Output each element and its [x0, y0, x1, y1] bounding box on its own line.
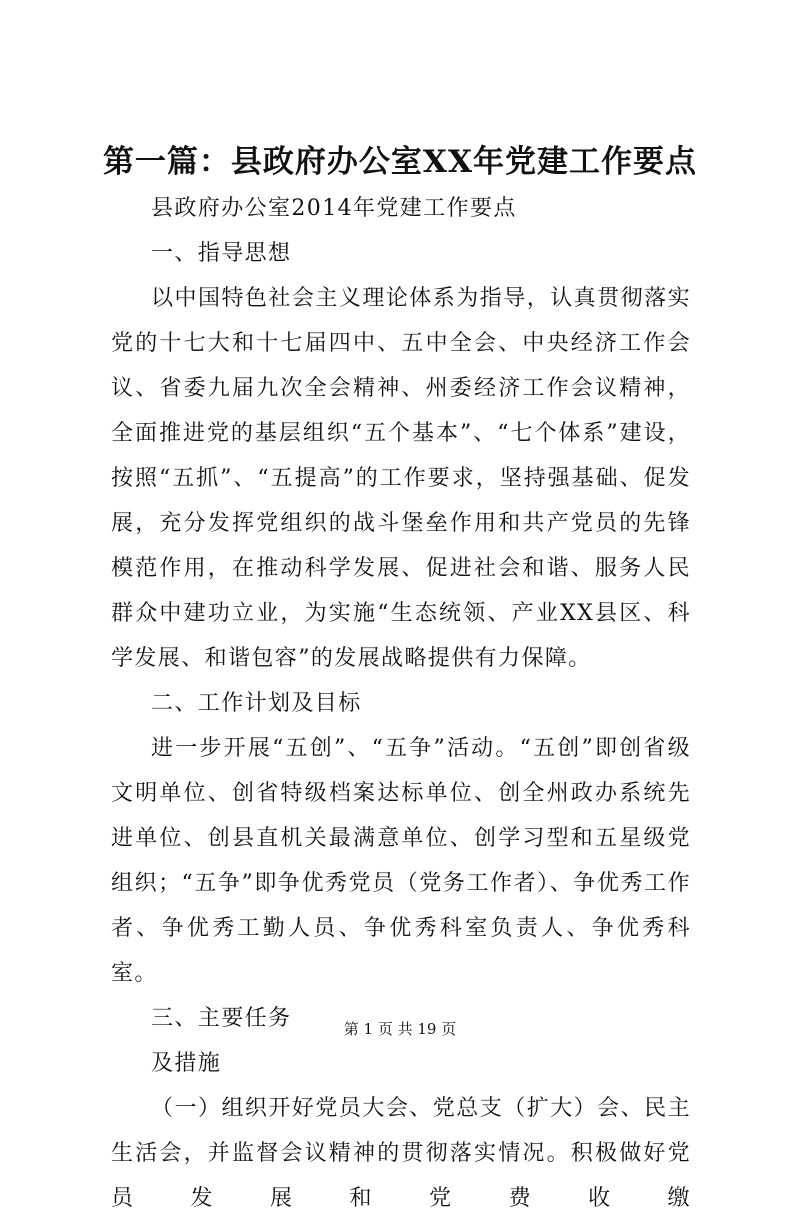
section-heading-work-plan: 二、工作计划及目标: [151, 691, 362, 716]
document-title: 第一篇：县政府办公室XX年党建工作要点: [102, 144, 698, 180]
task-one-paragraph: （一）组织开好党员大会、党总支（扩大）会、民主生活会，并监督会议精神的贯彻落实情况。积极做好党员发展和党费收缴: [111, 1096, 691, 1211]
subtitle-paragraph: 县政府办公室2014年党建工作要点: [151, 196, 517, 221]
section-heading-guiding-ideology: 一、指导思想: [151, 241, 292, 266]
section-heading-measures: 及措施: [151, 1051, 222, 1076]
guiding-ideology-paragraph: 以中国特色社会主义理论体系为指导，认真贯彻落实党的十七大和十七届四中、五中全会、中央经济工作会议、省委九届九次全会精神、州委经济工作会议精神，全面推进党的基层组织“五个基本”、“七个体系”建设，按照“五抓”、“五提高”的工作要求，坚持强基础、促发展，充分发挥党组织的战斗堡垒作用和共产党员的先锋模范作用，在推动科学发展、促进社会和谐、服务人民群众中建功立业，为实施“生态统领、产业XX县区、科学发展、和谐包容”的发展战略提供有力保障。: [111, 286, 691, 671]
section-heading-main-tasks: 三、主要任务: [151, 1006, 292, 1031]
work-plan-paragraph: 进一步开展“五创”、“五争”活动。“五创”即创省级文明单位、创省特级档案达标单位、创全州政办系统先进单位、创县直机关最满意单位、创学习型和五星级党组织；“五争”即争优秀党员（党务工作者）、争优秀工作者、争优秀工勤人员、争优秀科室负责人、争优秀科室。: [111, 736, 691, 986]
document-body: [111, 186, 691, 1221]
page-number-footer: 第 1 页 共 19 页: [343, 1020, 457, 1038]
